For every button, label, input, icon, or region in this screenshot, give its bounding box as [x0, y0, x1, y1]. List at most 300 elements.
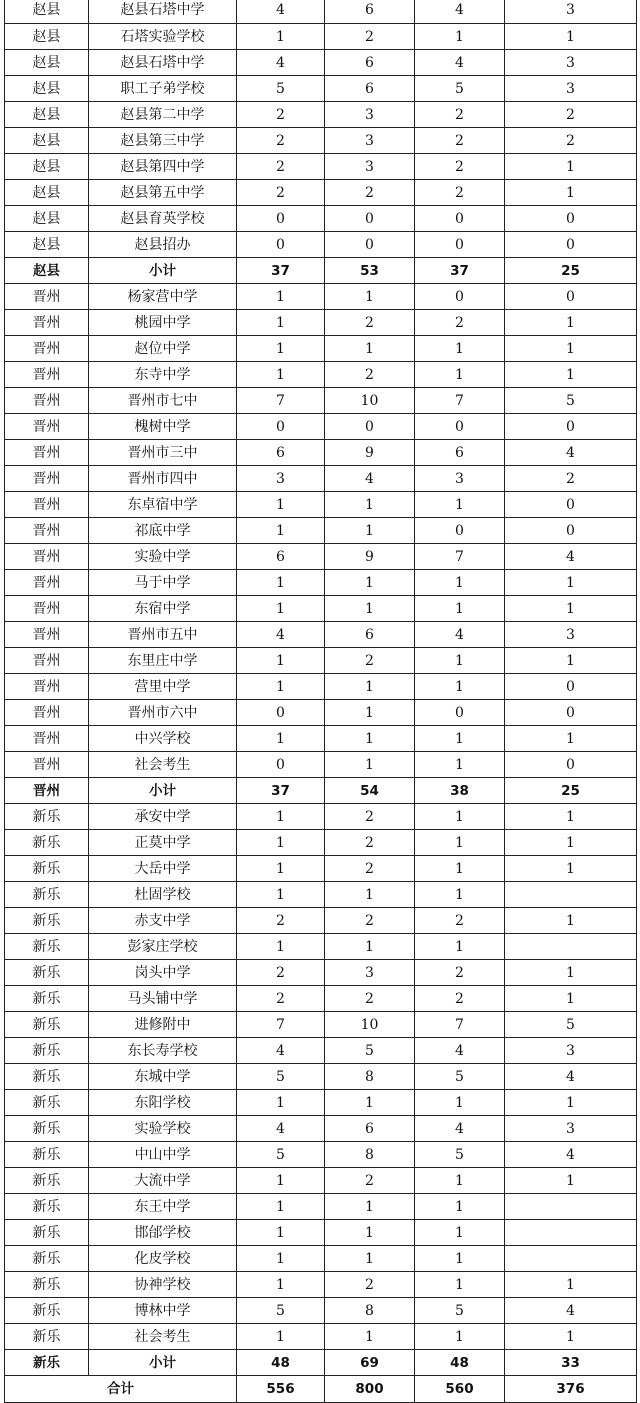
school-name-cell: 营里中学	[89, 674, 237, 700]
table-row	[5, 284, 637, 310]
value-cell: 1	[325, 1246, 415, 1272]
quota-table-body	[5, 0, 637, 1403]
value-cell	[505, 1246, 637, 1272]
value-cell: 1	[505, 310, 637, 336]
subtotal-row	[5, 1350, 637, 1376]
school-name-cell: 协神学校	[89, 1272, 237, 1298]
value-cell: 1	[237, 882, 325, 908]
county-cell: 晋州	[5, 284, 89, 310]
value-cell: 4	[505, 440, 637, 466]
county-cell: 新乐	[5, 856, 89, 882]
value-cell: 0	[505, 492, 637, 518]
county-cell: 新乐	[5, 908, 89, 934]
table-row	[5, 154, 637, 180]
county-cell: 晋州	[5, 700, 89, 726]
value-cell: 1	[325, 700, 415, 726]
value-cell: 1	[237, 310, 325, 336]
county-cell: 新乐	[5, 1168, 89, 1194]
value-cell: 1	[415, 856, 505, 882]
table-row	[5, 0, 637, 24]
table-row	[5, 856, 637, 882]
value-cell: 1	[505, 24, 637, 50]
value-cell: 7	[237, 1012, 325, 1038]
table-row	[5, 1272, 637, 1298]
value-cell: 1	[505, 1090, 637, 1116]
value-cell: 1	[325, 518, 415, 544]
table-row	[5, 232, 637, 258]
value-cell: 1	[415, 336, 505, 362]
school-name-cell: 赵县石塔中学	[89, 50, 237, 76]
school-name-cell: 小计	[89, 778, 237, 804]
value-cell: 6	[325, 1116, 415, 1142]
county-cell: 新乐	[5, 1194, 89, 1220]
value-cell: 1	[325, 1324, 415, 1350]
value-cell: 8	[325, 1064, 415, 1090]
value-cell: 2	[325, 180, 415, 206]
value-cell: 1	[237, 830, 325, 856]
value-cell: 2	[415, 128, 505, 154]
value-cell: 1	[415, 804, 505, 830]
table-row	[5, 128, 637, 154]
county-cell: 新乐	[5, 1012, 89, 1038]
value-cell: 3	[505, 622, 637, 648]
school-name-cell: 祁底中学	[89, 518, 237, 544]
table-row	[5, 102, 637, 128]
table-row	[5, 804, 637, 830]
school-name-cell: 进修附中	[89, 1012, 237, 1038]
value-cell: 1	[325, 1220, 415, 1246]
value-cell: 0	[505, 674, 637, 700]
school-name-cell: 赵县第四中学	[89, 154, 237, 180]
school-name-cell: 晋州市七中	[89, 388, 237, 414]
value-cell: 1	[415, 1220, 505, 1246]
school-name-cell: 东寺中学	[89, 362, 237, 388]
table-row	[5, 336, 637, 362]
table-row	[5, 1324, 637, 1350]
school-name-cell: 邯邰学校	[89, 1220, 237, 1246]
table-row	[5, 908, 637, 934]
value-cell: 0	[237, 414, 325, 440]
value-cell: 1	[237, 1324, 325, 1350]
value-cell: 6	[325, 0, 415, 24]
value-cell: 1	[415, 1272, 505, 1298]
county-cell: 新乐	[5, 804, 89, 830]
county-cell: 赵县	[5, 258, 89, 284]
value-cell: 1	[325, 596, 415, 622]
value-cell: 6	[415, 440, 505, 466]
school-name-cell: 东长寿学校	[89, 1038, 237, 1064]
school-name-cell: 化皮学校	[89, 1246, 237, 1272]
county-cell: 新乐	[5, 1220, 89, 1246]
table-row	[5, 1090, 637, 1116]
value-cell: 3	[325, 154, 415, 180]
value-cell: 4	[505, 1298, 637, 1324]
value-cell: 0	[415, 232, 505, 258]
value-cell: 1	[325, 1194, 415, 1220]
school-name-cell: 马于中学	[89, 570, 237, 596]
table-row	[5, 882, 637, 908]
value-cell: 2	[325, 804, 415, 830]
value-cell: 1	[505, 804, 637, 830]
school-name-cell: 大流中学	[89, 1168, 237, 1194]
value-cell: 1	[237, 804, 325, 830]
value-cell: 1	[415, 362, 505, 388]
value-cell: 37	[237, 258, 325, 284]
value-cell: 33	[505, 1350, 637, 1376]
county-cell: 新乐	[5, 1350, 89, 1376]
value-cell: 2	[415, 960, 505, 986]
table-row	[5, 934, 637, 960]
school-name-cell: 东王中学	[89, 1194, 237, 1220]
value-cell: 5	[237, 1142, 325, 1168]
grand-total-value: 560	[415, 1376, 505, 1403]
value-cell	[505, 882, 637, 908]
value-cell: 37	[415, 258, 505, 284]
value-cell: 1	[415, 830, 505, 856]
school-name-cell: 东里庄中学	[89, 648, 237, 674]
value-cell: 2	[325, 1272, 415, 1298]
value-cell: 1	[505, 908, 637, 934]
table-row	[5, 570, 637, 596]
value-cell: 2	[505, 128, 637, 154]
value-cell: 5	[415, 1298, 505, 1324]
value-cell: 4	[415, 0, 505, 24]
value-cell: 2	[237, 908, 325, 934]
value-cell	[505, 1220, 637, 1246]
value-cell: 1	[325, 934, 415, 960]
value-cell: 1	[237, 726, 325, 752]
school-name-cell: 马头铺中学	[89, 986, 237, 1012]
value-cell: 2	[325, 1168, 415, 1194]
table-row	[5, 1298, 637, 1324]
value-cell: 1	[237, 934, 325, 960]
school-name-cell: 晋州市六中	[89, 700, 237, 726]
value-cell: 2	[415, 180, 505, 206]
county-cell: 晋州	[5, 310, 89, 336]
value-cell: 6	[325, 50, 415, 76]
value-cell: 3	[505, 1116, 637, 1142]
value-cell: 1	[237, 570, 325, 596]
school-name-cell: 杨家营中学	[89, 284, 237, 310]
value-cell: 0	[325, 206, 415, 232]
value-cell: 7	[415, 388, 505, 414]
value-cell: 2	[325, 362, 415, 388]
table-row	[5, 830, 637, 856]
county-cell: 赵县	[5, 232, 89, 258]
value-cell: 5	[325, 1038, 415, 1064]
table-row	[5, 414, 637, 440]
school-name-cell: 大岳中学	[89, 856, 237, 882]
value-cell: 4	[415, 1116, 505, 1142]
county-cell: 晋州	[5, 414, 89, 440]
table-row	[5, 206, 637, 232]
school-name-cell: 社会考生	[89, 752, 237, 778]
value-cell: 5	[415, 1142, 505, 1168]
value-cell: 1	[325, 674, 415, 700]
value-cell: 0	[415, 284, 505, 310]
table-row	[5, 1168, 637, 1194]
county-cell: 新乐	[5, 986, 89, 1012]
school-name-cell: 中山中学	[89, 1142, 237, 1168]
county-cell: 晋州	[5, 752, 89, 778]
value-cell: 25	[505, 258, 637, 284]
county-cell: 新乐	[5, 1272, 89, 1298]
county-cell: 新乐	[5, 1116, 89, 1142]
school-name-cell: 赵县石塔中学	[89, 0, 237, 24]
county-cell: 晋州	[5, 674, 89, 700]
value-cell: 0	[415, 518, 505, 544]
school-name-cell: 承安中学	[89, 804, 237, 830]
value-cell: 2	[237, 102, 325, 128]
table-row	[5, 50, 637, 76]
value-cell: 6	[325, 76, 415, 102]
value-cell: 1	[325, 492, 415, 518]
value-cell: 1	[415, 1324, 505, 1350]
table-row	[5, 388, 637, 414]
table-row	[5, 700, 637, 726]
county-cell: 赵县	[5, 180, 89, 206]
value-cell: 1	[415, 1246, 505, 1272]
county-cell: 新乐	[5, 960, 89, 986]
value-cell: 3	[237, 466, 325, 492]
grand-total-value: 800	[325, 1376, 415, 1403]
school-name-cell: 赵位中学	[89, 336, 237, 362]
school-name-cell: 正莫中学	[89, 830, 237, 856]
value-cell: 1	[237, 1220, 325, 1246]
county-cell: 赵县	[5, 128, 89, 154]
table-row	[5, 518, 637, 544]
value-cell: 5	[415, 1064, 505, 1090]
value-cell: 8	[325, 1142, 415, 1168]
county-cell: 晋州	[5, 622, 89, 648]
value-cell: 8	[325, 1298, 415, 1324]
table-row	[5, 986, 637, 1012]
value-cell: 53	[325, 258, 415, 284]
value-cell: 0	[237, 232, 325, 258]
table-row	[5, 76, 637, 102]
school-name-cell: 职工子弟学校	[89, 76, 237, 102]
value-cell: 3	[505, 1038, 637, 1064]
value-cell: 1	[415, 882, 505, 908]
value-cell: 0	[237, 752, 325, 778]
value-cell: 9	[325, 544, 415, 570]
county-cell: 晋州	[5, 726, 89, 752]
value-cell: 2	[505, 466, 637, 492]
school-name-cell: 桃园中学	[89, 310, 237, 336]
school-name-cell: 赵县第二中学	[89, 102, 237, 128]
school-name-cell: 实验学校	[89, 1116, 237, 1142]
value-cell: 1	[505, 596, 637, 622]
school-name-cell: 晋州市五中	[89, 622, 237, 648]
value-cell: 0	[505, 752, 637, 778]
value-cell: 1	[415, 674, 505, 700]
value-cell: 1	[325, 1090, 415, 1116]
value-cell: 1	[415, 492, 505, 518]
value-cell: 1	[325, 284, 415, 310]
value-cell: 0	[505, 700, 637, 726]
school-name-cell: 晋州市四中	[89, 466, 237, 492]
value-cell: 6	[325, 622, 415, 648]
value-cell: 1	[415, 726, 505, 752]
county-cell: 新乐	[5, 1090, 89, 1116]
county-cell: 新乐	[5, 1142, 89, 1168]
value-cell: 4	[415, 1038, 505, 1064]
value-cell: 1	[505, 154, 637, 180]
value-cell: 3	[505, 76, 637, 102]
county-cell: 晋州	[5, 492, 89, 518]
value-cell: 2	[415, 154, 505, 180]
county-cell: 新乐	[5, 1298, 89, 1324]
county-cell: 赵县	[5, 206, 89, 232]
table-row	[5, 180, 637, 206]
value-cell: 2	[505, 102, 637, 128]
value-cell: 0	[505, 232, 637, 258]
value-cell: 4	[505, 544, 637, 570]
value-cell: 1	[505, 1324, 637, 1350]
value-cell: 1	[505, 648, 637, 674]
value-cell: 1	[505, 960, 637, 986]
value-cell: 48	[237, 1350, 325, 1376]
school-name-cell: 赤支中学	[89, 908, 237, 934]
value-cell: 3	[325, 960, 415, 986]
value-cell: 69	[325, 1350, 415, 1376]
table-row	[5, 752, 637, 778]
value-cell: 1	[325, 882, 415, 908]
school-name-cell: 石塔实验学校	[89, 24, 237, 50]
county-cell: 晋州	[5, 362, 89, 388]
value-cell: 2	[415, 310, 505, 336]
table-row	[5, 1246, 637, 1272]
value-cell: 37	[237, 778, 325, 804]
grand-total-value: 376	[505, 1376, 637, 1403]
value-cell: 4	[505, 1142, 637, 1168]
value-cell: 5	[505, 1012, 637, 1038]
grand-total-label: 合计	[5, 1376, 237, 1403]
table-row	[5, 1012, 637, 1038]
county-cell: 赵县	[5, 102, 89, 128]
value-cell: 2	[415, 102, 505, 128]
table-row	[5, 466, 637, 492]
county-cell: 晋州	[5, 648, 89, 674]
county-cell: 新乐	[5, 1246, 89, 1272]
value-cell: 5	[415, 76, 505, 102]
value-cell: 4	[415, 622, 505, 648]
value-cell: 4	[237, 1038, 325, 1064]
value-cell: 1	[237, 284, 325, 310]
grand-total-row	[5, 1376, 637, 1403]
value-cell: 1	[505, 362, 637, 388]
school-name-cell: 博林中学	[89, 1298, 237, 1324]
value-cell: 4	[237, 0, 325, 24]
quota-table-container	[4, 0, 636, 1403]
value-cell: 1	[505, 1168, 637, 1194]
value-cell: 1	[415, 596, 505, 622]
table-row	[5, 622, 637, 648]
value-cell: 0	[237, 700, 325, 726]
county-cell: 晋州	[5, 440, 89, 466]
value-cell: 2	[415, 908, 505, 934]
value-cell: 2	[325, 830, 415, 856]
value-cell: 5	[237, 76, 325, 102]
value-cell: 4	[325, 466, 415, 492]
value-cell: 48	[415, 1350, 505, 1376]
county-cell: 赵县	[5, 50, 89, 76]
value-cell: 1	[325, 752, 415, 778]
county-cell: 晋州	[5, 388, 89, 414]
school-name-cell: 东宿中学	[89, 596, 237, 622]
value-cell: 0	[415, 700, 505, 726]
school-name-cell: 岗头中学	[89, 960, 237, 986]
value-cell	[505, 1194, 637, 1220]
table-row	[5, 310, 637, 336]
value-cell: 1	[415, 934, 505, 960]
county-cell: 晋州	[5, 570, 89, 596]
value-cell: 1	[237, 674, 325, 700]
value-cell: 2	[237, 128, 325, 154]
value-cell: 5	[237, 1298, 325, 1324]
value-cell: 3	[415, 466, 505, 492]
subtotal-row	[5, 778, 637, 804]
value-cell: 1	[505, 1272, 637, 1298]
county-cell: 赵县	[5, 24, 89, 50]
value-cell: 7	[237, 388, 325, 414]
school-name-cell: 赵县第三中学	[89, 128, 237, 154]
value-cell: 9	[325, 440, 415, 466]
value-cell: 3	[505, 0, 637, 24]
value-cell: 0	[505, 414, 637, 440]
value-cell: 1	[415, 752, 505, 778]
county-cell: 晋州	[5, 544, 89, 570]
school-name-cell: 赵县第五中学	[89, 180, 237, 206]
value-cell: 5	[237, 1064, 325, 1090]
school-name-cell: 杜固学校	[89, 882, 237, 908]
value-cell: 1	[237, 1194, 325, 1220]
value-cell: 2	[325, 24, 415, 50]
school-name-cell: 社会考生	[89, 1324, 237, 1350]
table-row	[5, 960, 637, 986]
value-cell: 10	[325, 388, 415, 414]
table-row	[5, 440, 637, 466]
grand-total-value: 556	[237, 1376, 325, 1403]
value-cell: 6	[237, 544, 325, 570]
county-cell: 赵县	[5, 154, 89, 180]
value-cell: 2	[325, 856, 415, 882]
value-cell: 1	[415, 1090, 505, 1116]
table-row	[5, 1064, 637, 1090]
table-row	[5, 596, 637, 622]
table-row	[5, 674, 637, 700]
value-cell: 10	[325, 1012, 415, 1038]
value-cell: 1	[237, 856, 325, 882]
value-cell: 2	[325, 648, 415, 674]
value-cell: 1	[237, 362, 325, 388]
county-cell: 赵县	[5, 76, 89, 102]
table-row	[5, 726, 637, 752]
value-cell: 4	[237, 50, 325, 76]
school-name-cell: 彭家庄学校	[89, 934, 237, 960]
value-cell: 1	[325, 570, 415, 596]
value-cell: 1	[415, 1194, 505, 1220]
value-cell: 54	[325, 778, 415, 804]
value-cell: 1	[237, 492, 325, 518]
school-name-cell: 赵县育英学校	[89, 206, 237, 232]
county-cell: 晋州	[5, 596, 89, 622]
value-cell: 2	[237, 180, 325, 206]
table-row	[5, 648, 637, 674]
quota-table	[4, 0, 637, 1403]
value-cell: 0	[505, 518, 637, 544]
value-cell: 4	[237, 1116, 325, 1142]
